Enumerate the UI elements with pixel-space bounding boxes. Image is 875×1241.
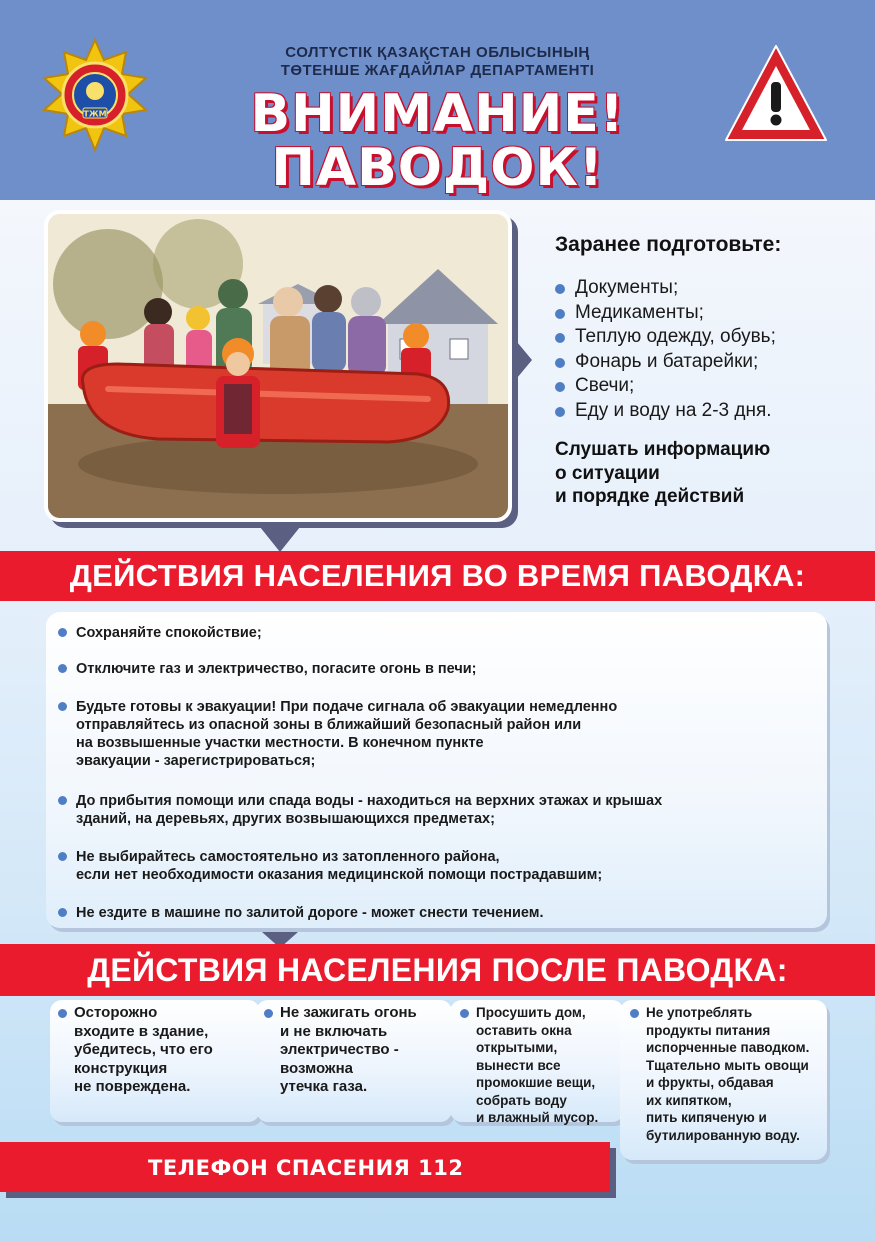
after-item-line: их кипятком, bbox=[646, 1092, 732, 1108]
prepare-item-text: Свечи; bbox=[575, 375, 635, 396]
during-item-line: Не ездите в машине по залитой дороге - может снести течением. bbox=[76, 905, 544, 921]
prepare-item-text: Теплую одежду, обувь; bbox=[575, 326, 776, 347]
after-item-line: испорченные паводком. bbox=[646, 1040, 810, 1055]
bullet-icon bbox=[460, 1009, 469, 1018]
department-name-line1: СОЛТҮСТІК ҚАЗАҚСТАН ОБЛЫСЫНЫҢ bbox=[285, 44, 590, 61]
during-item-line: До прибытия помощи или спада воды - находиться на верхних этажах и крышах bbox=[76, 793, 663, 809]
list-item bbox=[58, 792, 662, 828]
during-item-line: Не выбирайтесь самостоятельно из затопленного района, bbox=[76, 849, 500, 865]
bullet-icon bbox=[58, 702, 67, 711]
during-item-line: отправляйтесь из опасной зоны в ближайший безопасный район или bbox=[76, 717, 582, 733]
bullet-icon bbox=[555, 284, 565, 294]
after-item-line: Просушить дом, bbox=[476, 1005, 586, 1020]
list-item bbox=[58, 660, 477, 678]
rescue-phone-label: ТЕЛЕФОН СПАСЕНИЯ 112 bbox=[148, 1156, 464, 1180]
list-item bbox=[58, 848, 602, 884]
department-name-line2: ТӨТЕНШЕ ЖАҒДАЙЛАР ДЕПАРТАМЕНТІ bbox=[280, 62, 595, 79]
after-item-line: возможна bbox=[280, 1059, 353, 1077]
after-item-1 bbox=[58, 1004, 213, 1097]
during-item-line: Отключите газ и электричество, погасите огонь в печи; bbox=[76, 661, 477, 677]
listen-information-note bbox=[555, 438, 770, 509]
after-item-line: Не употреблять bbox=[646, 1005, 753, 1020]
after-item-3 bbox=[460, 1004, 598, 1127]
list-item bbox=[555, 374, 776, 399]
after-item-line: открытыми, bbox=[476, 1040, 558, 1055]
bullet-icon bbox=[58, 908, 67, 917]
bullet-icon bbox=[58, 796, 67, 805]
headline-flood: ПАВОДОК! bbox=[271, 138, 604, 198]
list-item bbox=[555, 301, 776, 326]
emergency-department-emblem-icon bbox=[40, 38, 150, 156]
during-item-line: Будьте готовы к эвакуации! При подаче сигнала об эвакуации немедленно bbox=[76, 699, 618, 715]
after-item-line: пить кипяченую и bbox=[646, 1110, 767, 1125]
bullet-icon bbox=[555, 407, 565, 417]
bullet-icon bbox=[555, 358, 565, 368]
bullet-icon bbox=[58, 628, 67, 637]
list-item bbox=[58, 698, 617, 770]
prepare-item-text: Еду и воду на 2-3 дня. bbox=[575, 399, 772, 421]
bullet-icon bbox=[58, 664, 67, 673]
list-item bbox=[555, 350, 776, 375]
prepare-list bbox=[555, 276, 776, 423]
prepare-item-text: Документы; bbox=[575, 277, 679, 298]
after-item-line: Осторожно bbox=[74, 1004, 158, 1021]
after-item-line: электричество - bbox=[280, 1041, 399, 1058]
illustration-pointer-down bbox=[256, 522, 304, 552]
during-item-line: Сохраняйте спокойствие; bbox=[76, 625, 262, 641]
bullet-icon bbox=[264, 1009, 273, 1018]
prepare-title: Заранее подготовьте: bbox=[555, 233, 782, 256]
after-item-line: утечка газа. bbox=[280, 1078, 368, 1095]
after-item-line: и фрукты, обдавая bbox=[646, 1075, 774, 1090]
after-item-line: промокшие вещи, bbox=[476, 1075, 596, 1090]
bullet-icon bbox=[58, 1009, 67, 1018]
after-item-line: оставить окна bbox=[476, 1022, 572, 1038]
after-item-2 bbox=[264, 1004, 417, 1097]
listen-line: Слушать информацию bbox=[555, 439, 771, 460]
illustration-pointer-right bbox=[512, 336, 532, 384]
emblem-text: ТЖМ bbox=[83, 109, 107, 119]
listen-line: о ситуации bbox=[555, 462, 660, 484]
bullet-icon bbox=[555, 309, 565, 319]
after-item-line: продукты питания bbox=[646, 1022, 771, 1038]
after-item-line: бутилированную воду. bbox=[646, 1127, 800, 1143]
bullet-icon bbox=[555, 333, 565, 343]
during-item-line: зданий, на деревьях, других возвышающихся предметах; bbox=[76, 811, 495, 827]
list-item bbox=[58, 904, 544, 922]
after-item-line: конструкция bbox=[74, 1059, 168, 1077]
after-item-line: Не зажигать огонь bbox=[280, 1004, 417, 1021]
after-item-line: вынести все bbox=[476, 1057, 561, 1073]
list-item bbox=[555, 325, 776, 350]
bullet-icon bbox=[555, 382, 565, 392]
headline-attention: ВНИМАНИЕ! bbox=[250, 84, 625, 144]
during-flood-banner: ДЕЙСТВИЯ НАСЕЛЕНИЯ ВО ВРЕМЯ ПАВОДКА: bbox=[0, 551, 875, 601]
bullet-icon bbox=[58, 852, 67, 861]
after-item-line: Тщательно мыть овощи bbox=[646, 1057, 809, 1073]
after-item-line: и влажный мусор. bbox=[476, 1110, 599, 1125]
after-flood-banner: ДЕЙСТВИЯ НАСЕЛЕНИЯ ПОСЛЕ ПАВОДКА: bbox=[0, 944, 875, 996]
list-item bbox=[555, 276, 776, 301]
listen-line: и порядке действий bbox=[555, 486, 745, 507]
after-item-line: собрать воду bbox=[476, 1092, 567, 1108]
during-item-line: если нет необходимости оказания медицинской помощи пострадавшим; bbox=[76, 867, 603, 883]
after-item-line: не повреждена. bbox=[74, 1078, 191, 1095]
during-item-line: эвакуации - зарегистрироваться; bbox=[76, 753, 316, 769]
flood-rescue-boat-illustration bbox=[44, 210, 512, 522]
prepare-item-text: Медикаменты; bbox=[575, 301, 704, 323]
bullet-icon bbox=[630, 1009, 639, 1018]
list-item bbox=[555, 399, 776, 424]
after-item-4 bbox=[630, 1004, 809, 1144]
warning-triangle-icon bbox=[722, 42, 830, 146]
prepare-item-text: Фонарь и батарейки; bbox=[575, 350, 759, 372]
after-item-line: и не включать bbox=[280, 1022, 388, 1040]
during-item-line: на возвышенные участки местности. В конечном пункте bbox=[76, 735, 484, 751]
after-item-line: убедитесь, что его bbox=[74, 1041, 213, 1058]
list-item bbox=[58, 624, 262, 642]
after-item-line: входите в здание, bbox=[74, 1022, 209, 1040]
